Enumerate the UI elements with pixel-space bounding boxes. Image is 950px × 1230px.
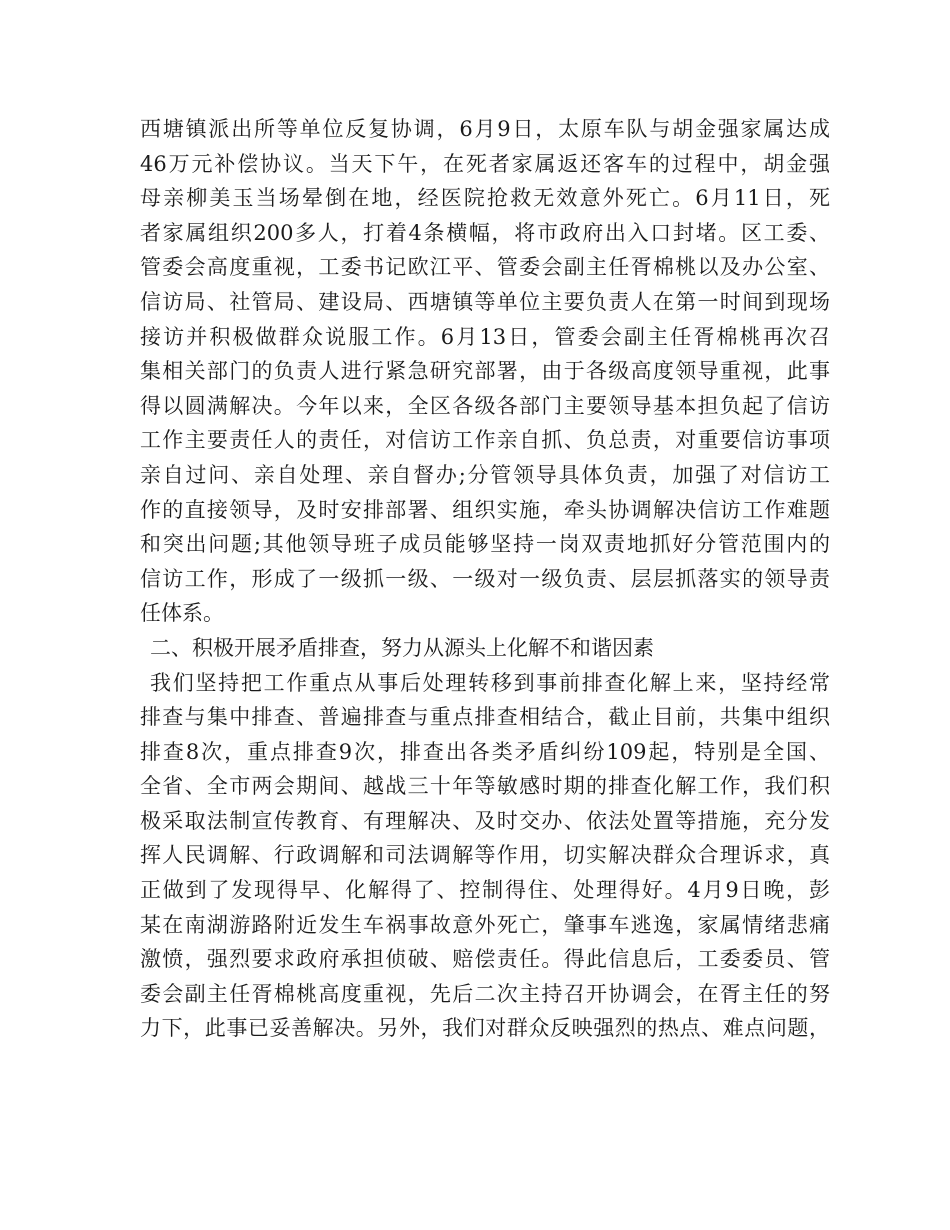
paragraph-line: 接访并积极做群众说服工作。6月13日，管委会副主任胥棉桃再次召 [140, 324, 830, 349]
paragraph-line: 作的直接领导，及时安排部署、组织实施，牵头协调解决信访工作难题 [140, 497, 830, 522]
paragraph-line: 任体系。 [140, 601, 224, 626]
paragraph-2 [140, 666, 830, 1047]
paragraph-line: 西塘镇派出所等单位反复协调，6月9日，太原车队与胡金强家属达成 [140, 117, 830, 141]
paragraph-line: 母亲柳美玉当场晕倒在地，经医院抢救无效意外死亡。6月11日，死 [140, 186, 830, 211]
paragraph-line: 排查8次，重点排查9次，排查出各类矛盾纠纷109起，特别是全国、 [140, 739, 830, 764]
paragraph-line: 全省、全市两会期间、越战三十年等敏感时期的排查化解工作，我们积 [140, 774, 830, 799]
paragraph-line: 集相关部门的负责人进行紧急研究部署，由于各级高度领导重视，此事 [140, 359, 830, 384]
paragraph-line: 极采取法制宣传教育、有理解决、及时交办、依法处置等措施，充分发 [140, 808, 830, 833]
paragraph-line: 某在南湖游路附近发生车祸事故意外死亡，肇事车逃逸，家属情绪悲痛 [140, 912, 830, 937]
section-heading: 二、积极开展矛盾排查，努力从源头上化解不和谐因素 [150, 635, 654, 660]
paragraph-line: 亲自过问、亲自处理、亲自督办;分管领导具体负责，加强了对信访工 [140, 462, 830, 487]
paragraph-line: 46万元补偿协议。当天下午，在死者家属返还客车的过程中，胡金强 [140, 151, 830, 176]
paragraph-line: 激愤，强烈要求政府承担侦破、赔偿责任。得此信息后，工委委员、管 [140, 947, 830, 972]
paragraph-line: 挥人民调解、行政调解和司法调解等作用，切实解决群众合理诉求，真 [140, 843, 830, 868]
paragraph-line: 信访局、社管局、建设局、西塘镇等单位主要负责人在第一时间到现场 [140, 289, 830, 314]
paragraph-1 [140, 112, 830, 631]
document-body [140, 112, 830, 1046]
paragraph-line: 信访工作，形成了一级抓一级、一级对一级负责、层层抓落实的领导责 [140, 566, 830, 591]
paragraph-line: 者家属组织200多人，打着4条横幅，将市政府出入口封堵。区工委、 [140, 220, 830, 245]
paragraph-line: 得以圆满解决。今年以来，全区各级各部门主要领导基本担负起了信访 [140, 393, 830, 418]
paragraph-line: 力下，此事已妥善解决。另外，我们对群众反映强烈的热点、难点问题， [140, 1016, 830, 1041]
paragraph-line: 和突出问题;其他领导班子成员能够坚持一岗双责地抓好分管范围内的 [140, 532, 830, 557]
paragraph-line: 委会副主任胥棉桃高度重视，先后二次主持召开协调会，在胥主任的努 [140, 981, 830, 1006]
paragraph-line: 排查与集中排查、普遍排查与重点排查相结合，截止目前，共集中组织 [140, 705, 830, 730]
paragraph-line: 工作主要责任人的责任，对信访工作亲自抓、负总责，对重要信访事项 [140, 428, 830, 453]
paragraph-line: 我们坚持把工作重点从事后处理转移到事前排查化解上来，坚持经常 [150, 670, 830, 695]
paragraph-line: 管委会高度重视，工委书记欧江平、管委会副主任胥棉桃以及办公室、 [140, 255, 830, 280]
paragraph-line: 正做到了发现得早、化解得了、控制得住、处理得好。4月9日晚，彭 [140, 878, 830, 903]
